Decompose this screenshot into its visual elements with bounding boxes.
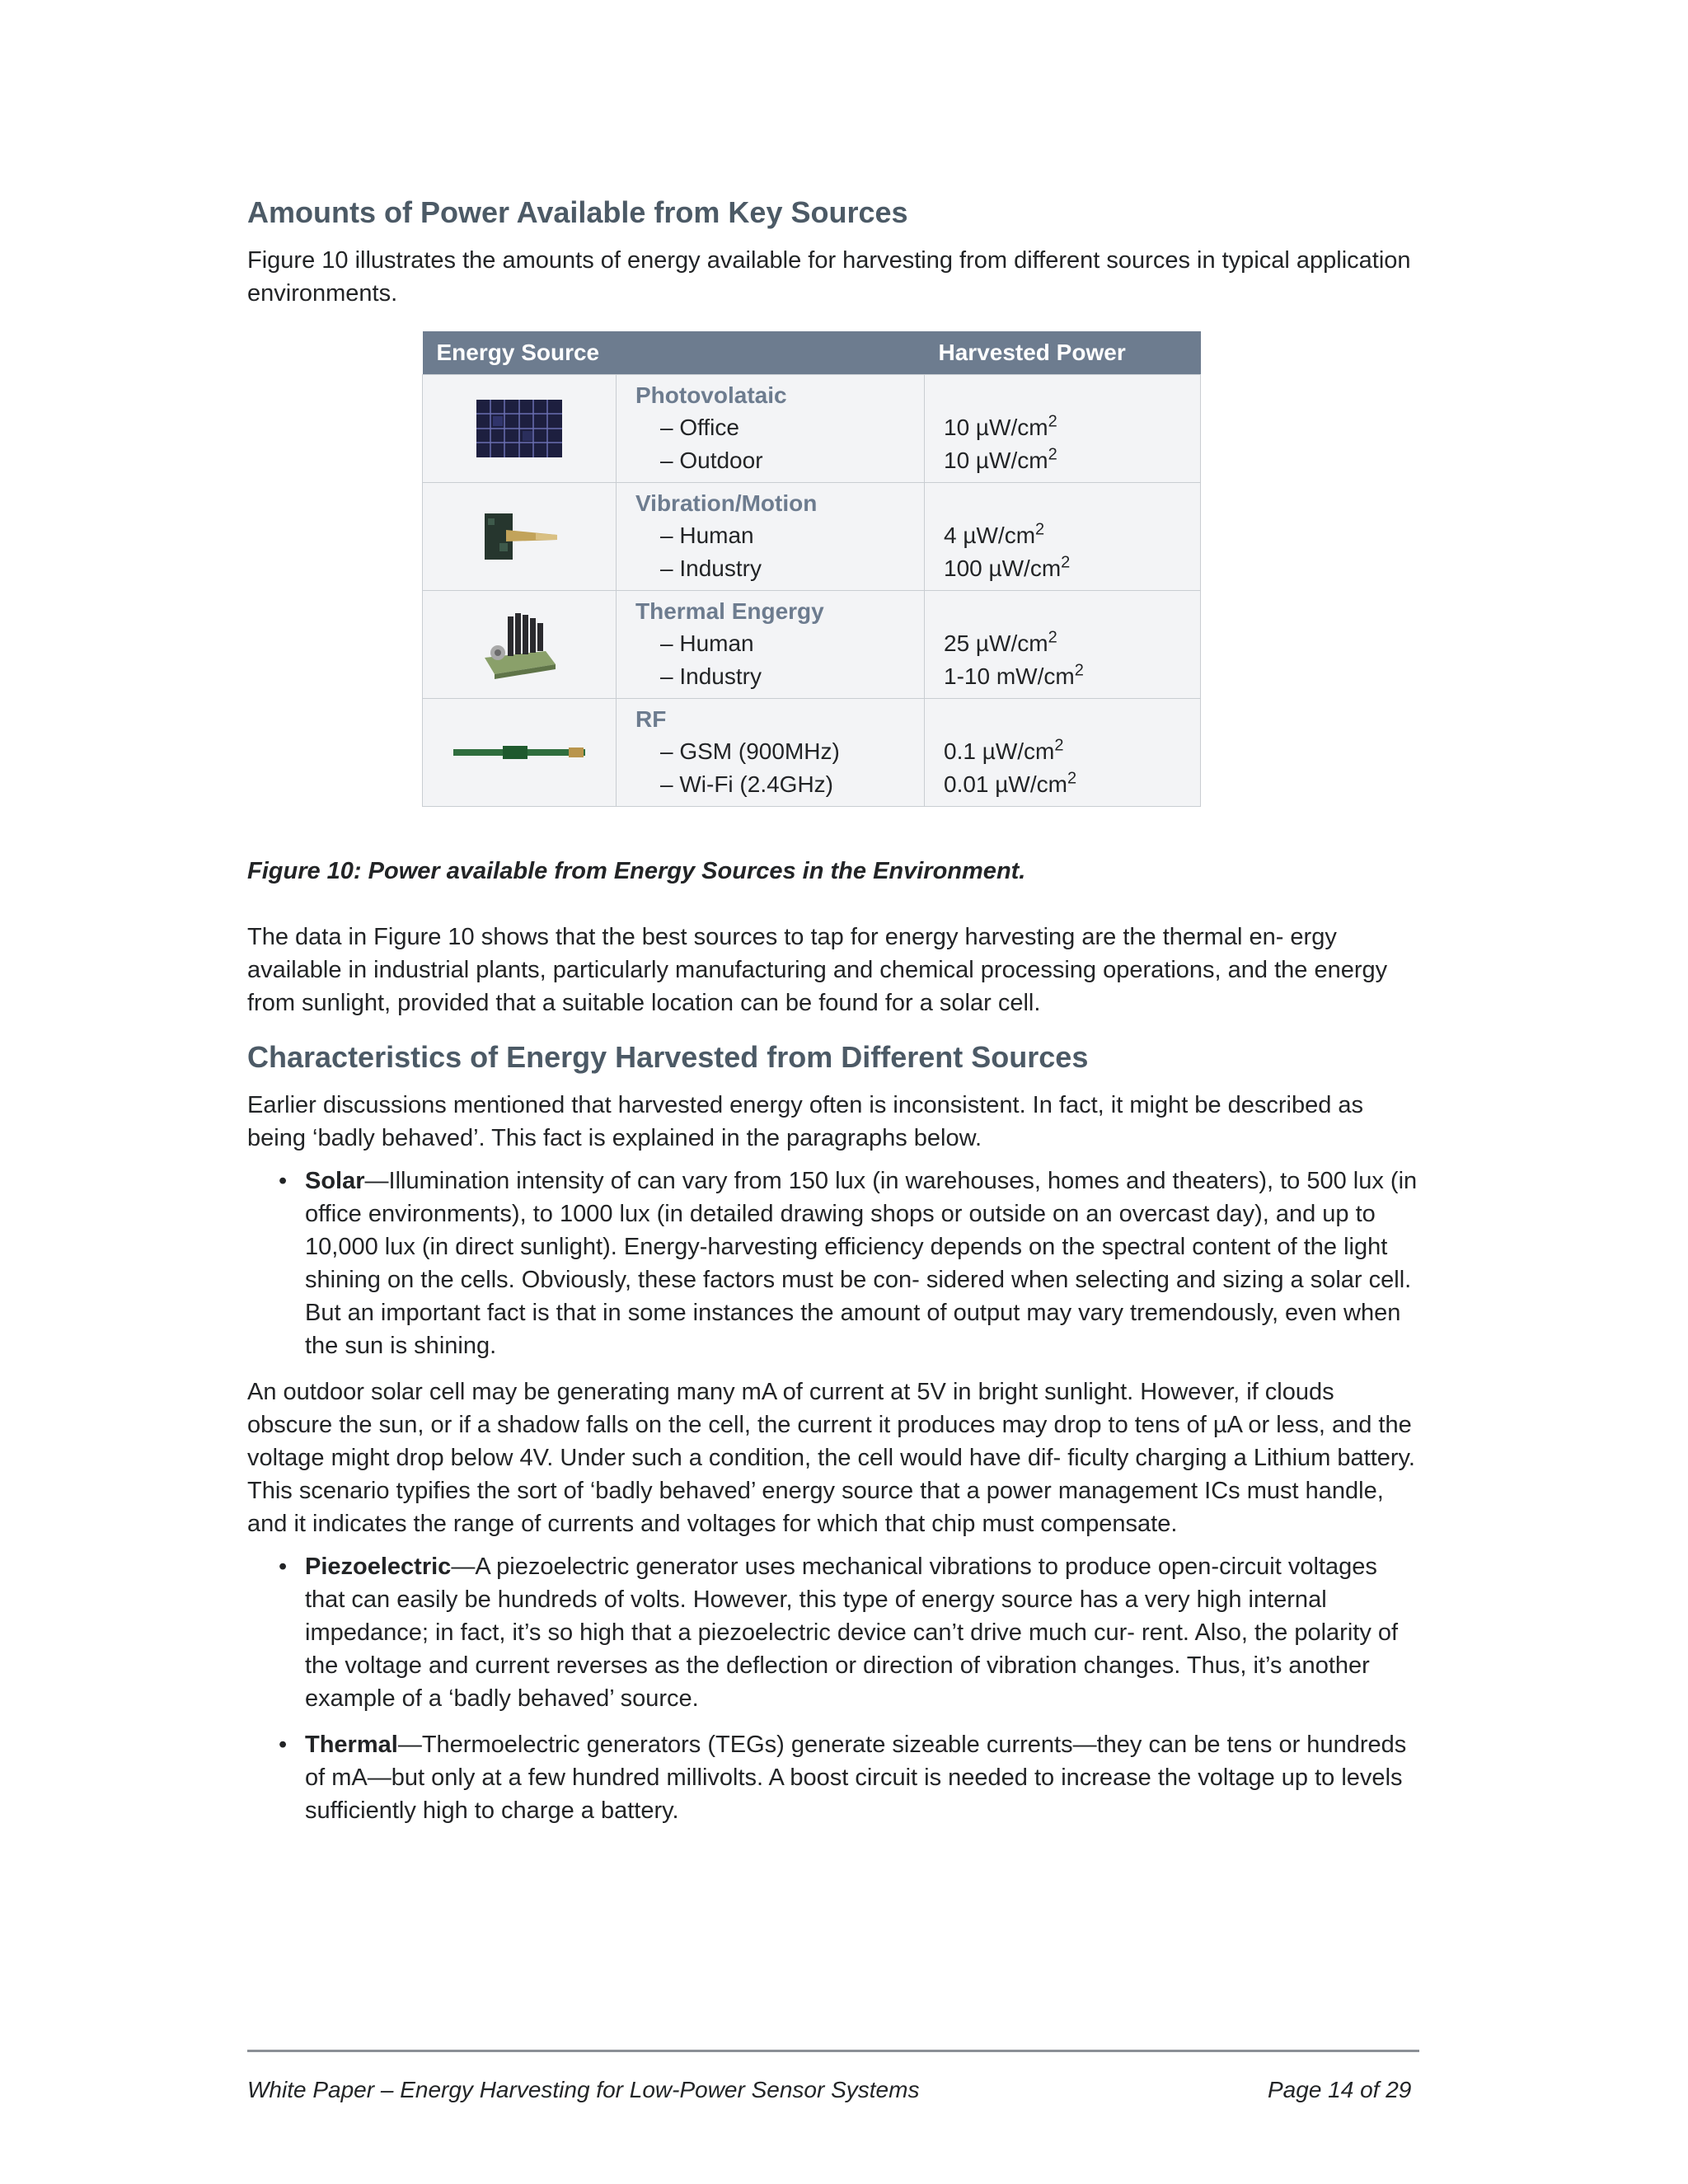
- power-value: 1-10 $mW/cm^2$: [944, 661, 1084, 689]
- section-heading-characteristics: Characteristics of Energy Harvested from Different Sources: [247, 1040, 1089, 1074]
- table-source-cell: [617, 591, 925, 699]
- source-item: – Outdoor: [660, 448, 763, 473]
- power-value: 10 $\mu W/cm^2$: [944, 445, 1057, 473]
- source-title: Photovolataic: [635, 382, 787, 408]
- source-item: – Human: [660, 630, 754, 656]
- table-source-cell: [617, 375, 925, 483]
- rf-antenna-board-icon: [453, 743, 585, 762]
- source-title: RF: [635, 706, 667, 732]
- footer-title: White Paper – Energy Harvesting for Low-Power Sensor Systems: [247, 2077, 920, 2102]
- intro-paragraph: Figure 10 illustrates the amounts of energy available for harvesting from different sources in typical application environments.: [247, 247, 1411, 307]
- power-value: 10 $\mu W/cm^2$: [944, 412, 1057, 440]
- thermoelectric-generator-icon: [480, 610, 559, 679]
- list-item: • Piezoelectric—A piezoelectric generator uses mechanical vibrations to produce open-circuit voltages that can easily be hundreds of volts. However, this type of energy source has a very high internal impedance; in fact, it’s so high that a piezoelectric device can’t drive much cur- rent. Also, the polarity of the voltage and current reverses as the deflection or direction of vibration changes. Thus, it’s another example of a ‘badly behaved’ source.: [305, 1550, 1418, 1715]
- footer-page-number: Page 14 of 29: [1268, 2077, 1412, 2102]
- table-image-cell: [423, 591, 617, 699]
- outdoor-solar-paragraph: An outdoor solar cell may be generating many mA of current at 5V in bright sunlight. However, if clouds obscure the sun, or if a shadow falls on the cell, the current it produces may drop to tens of µA or less, and the voltage might drop below 4V. Under such a condition, the cell would have dif- ficulty charging a Lithium battery. This scenario typifies the sort of ‘badly behaved’ energy source that a power management ICs must handle, and it indicates the range of currents and voltages for which that chip must compensate.: [247, 1379, 1415, 1537]
- bullet-list-piezo-thermal: [247, 1550, 1418, 1827]
- source-item: – Wi-Fi (2.4GHz): [660, 771, 833, 797]
- header-energy-source: Energy Source: [423, 331, 925, 375]
- source-title: Vibration/Motion: [635, 490, 818, 516]
- table-row: [423, 699, 1201, 807]
- figure-summary-paragraph: The data in Figure 10 shows that the best sources to tap for energy harvesting are the thermal en- ergy available in industrial plants, particularly manufacturing and chemical processing operations, and the energy from sunlight, provided that a suitable location can be found for a solar cell.: [247, 924, 1388, 1016]
- source-item: – Human: [660, 523, 754, 548]
- power-value: 100 $\mu W/cm^2$: [944, 553, 1071, 581]
- table-header-row: [423, 331, 1201, 375]
- energy-sources-table: [422, 331, 1201, 807]
- bullet-list-solar: [247, 1165, 1418, 1362]
- list-item: • Solar—Illumination intensity of can vary from 150 lux (in warehouses, homes and theaters), to 500 lux (in office environments), to 1000 lux (in detailed drawing shops or outside on an overcast day), and up to 10,000 lux (in direct sunlight). Energy-harvesting efficiency depends on the spectral content of the light shining on the cells. Obviously, these factors must be con- sidered when selecting and sizing a solar cell. But an important fact is that in some instances the amount of output may vary tremendously, even when the sun is shining.: [305, 1165, 1418, 1362]
- footer-divider: [247, 2050, 1419, 2052]
- figure-caption: Figure 10: Power available from Energy Sources in the Environment.: [247, 858, 1026, 884]
- page-content: [247, 188, 1418, 1827]
- table-image-cell: [423, 699, 617, 807]
- source-item: – Office: [660, 415, 739, 440]
- vibration-harvester-icon: [478, 510, 560, 563]
- power-value: 0.1 $\mu W/cm^2$: [944, 736, 1064, 764]
- header-harvested-power: Harvested Power: [925, 331, 1201, 375]
- power-value: 25 $\mu W/cm^2$: [944, 628, 1057, 656]
- source-item: – Industry: [660, 663, 762, 689]
- table-source-cell: [617, 699, 925, 807]
- table-row: [423, 375, 1201, 483]
- table-power-cell: [925, 699, 1201, 807]
- section-heading-power-sources: Amounts of Power Available from Key Sources: [247, 195, 908, 229]
- characteristics-intro: Earlier discussions mentioned that harvested energy often is inconsistent. In fact, it might be described as being ‘badly behaved’. This fact is explained in the paragraphs below.: [247, 1092, 1364, 1151]
- source-title: Thermal Engergy: [635, 598, 824, 624]
- power-value: 0.01 $\mu W/cm^2$: [944, 769, 1077, 797]
- table-source-cell: [617, 483, 925, 591]
- solar-panel-icon: [476, 400, 562, 457]
- table-image-cell: [423, 483, 617, 591]
- list-item: • Thermal—Thermoelectric generators (TEGs) generate sizeable currents—they can be tens or hundreds of mA—but only at a few hundred millivolts. A boost circuit is needed to increase the voltage up to levels sufficiently high to charge a battery.: [305, 1728, 1418, 1827]
- table-power-cell: [925, 375, 1201, 483]
- source-item: – GSM (900MHz): [660, 738, 840, 764]
- table-row: [423, 483, 1201, 591]
- table-power-cell: [925, 591, 1201, 699]
- table-row: [423, 591, 1201, 699]
- table-image-cell: [423, 375, 617, 483]
- source-item: – Industry: [660, 555, 762, 581]
- table-power-cell: [925, 483, 1201, 591]
- power-value: 4 $\mu W/cm^2$: [944, 520, 1045, 548]
